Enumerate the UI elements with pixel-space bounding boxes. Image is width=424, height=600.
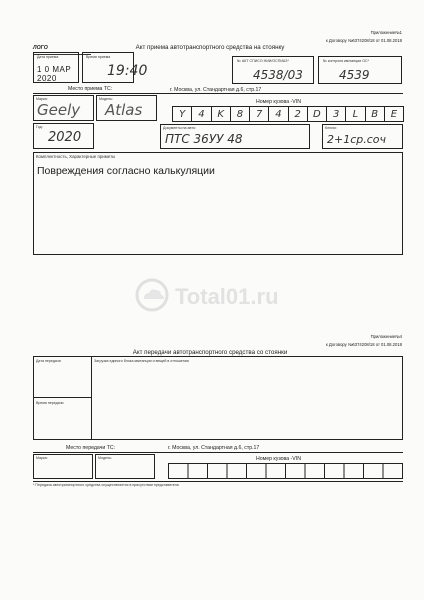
receipt-number-value: 4539: [339, 68, 370, 82]
release-text: Загрузка единого блока квитанции и вещей в отношении: [94, 359, 189, 363]
attachment-label: Приложение№1: [370, 30, 402, 35]
release-vin-label: Номер кузова -VIN: [256, 456, 301, 462]
year-cell: [33, 123, 94, 149]
keys-cell: [322, 124, 403, 149]
vin-char: L: [346, 107, 365, 121]
vin-char: 3: [327, 107, 346, 121]
model-value: Atlas: [105, 101, 143, 119]
act-number-cell: [232, 56, 314, 84]
attachment-label-2: Приложение№4: [370, 334, 402, 339]
vin-char: K: [212, 107, 231, 121]
contract-reference: к Договору №6374208/18 от 01.08.2018: [325, 38, 402, 43]
year-label: Год:: [36, 125, 43, 129]
place-address: г. Москва, ул. Стандартная д.6, стр.17: [170, 87, 262, 93]
vin-char: 8: [231, 107, 250, 121]
time-value: 19:40: [107, 63, 148, 79]
act-title: Акт приема автотранспортного средства на стоянку: [135, 44, 285, 51]
make-cell: [33, 95, 94, 121]
damage-label: Комплектность, Характерные приметы: [36, 154, 116, 159]
release-date-label: Дата передачи: [36, 359, 61, 363]
release-time-label: Время передачи: [36, 401, 64, 405]
date-label: Дата приема: [37, 55, 59, 59]
release-place-address: г. Москва, ул. Стандартная д.6, стр.17: [168, 445, 260, 451]
footnote: * Передача автотранспортного средства осуществляется в присутствии представителя: [33, 483, 179, 487]
docs-cell: [160, 124, 310, 149]
watermark-logo: [135, 278, 171, 312]
vin-char: B: [366, 107, 385, 121]
vin-char: Y: [173, 107, 192, 121]
vin-char: 4: [192, 107, 211, 121]
date-cell: [33, 52, 79, 83]
vin-grid: [172, 106, 404, 122]
act-number-label: № АКТ СПИСО НИИ/ОСПИАЗ*: [237, 59, 289, 63]
act-title-2: Акт передачи автотранспортного средства со стоянки: [132, 349, 288, 356]
release-make-label: Марка:: [36, 456, 48, 460]
header-logo: ЛОГО: [33, 36, 91, 55]
release-cells: [33, 356, 403, 440]
watermark-text: Total01.ru: [175, 284, 279, 309]
model-label: Модель:: [99, 97, 113, 101]
release-place-label: Место передачи ТС:: [66, 445, 116, 451]
docs-label: Документы на авто:: [163, 126, 196, 130]
vin-char: E: [390, 109, 398, 120]
vin-label: Номер кузова -VIN: [256, 99, 301, 105]
release-make-cell: [33, 454, 93, 479]
place-label: Место приема ТС:: [68, 86, 113, 92]
date-stamp: 1 0 МАР 2020: [37, 65, 72, 83]
release-model-label: Модель:: [98, 456, 112, 460]
damage-box: [33, 152, 403, 255]
make-value: Geely: [37, 101, 81, 119]
release-vin-grid: [168, 463, 403, 479]
time-cell: [82, 52, 148, 83]
release-model-cell: [95, 454, 155, 479]
vin-char: 7: [250, 107, 269, 121]
vin-char: D: [308, 107, 327, 121]
vin-char: 2: [289, 107, 308, 121]
damage-value: Повреждения согласно калькуляции: [37, 165, 215, 177]
model-cell: [96, 95, 157, 121]
year-value: 2020: [48, 130, 82, 145]
cloud-logo-icon: [135, 278, 171, 312]
contract-reference-2: к Договору №6374208/18 от 01.08.2018: [325, 342, 402, 347]
docs-value: ПТС 36УУ 48: [165, 132, 243, 146]
act-number-value: 4538/03: [253, 68, 303, 82]
keys-label: Ключи:: [325, 126, 337, 130]
receipt-number-label: № контроля квитанции ОС*: [323, 59, 369, 63]
time-label: Время приема: [86, 55, 111, 59]
receipt-number-cell: [318, 56, 402, 84]
keys-value: 2+1ср.соч: [327, 133, 387, 146]
make-label: Марка:: [36, 97, 48, 101]
vin-char: 4: [269, 107, 288, 121]
